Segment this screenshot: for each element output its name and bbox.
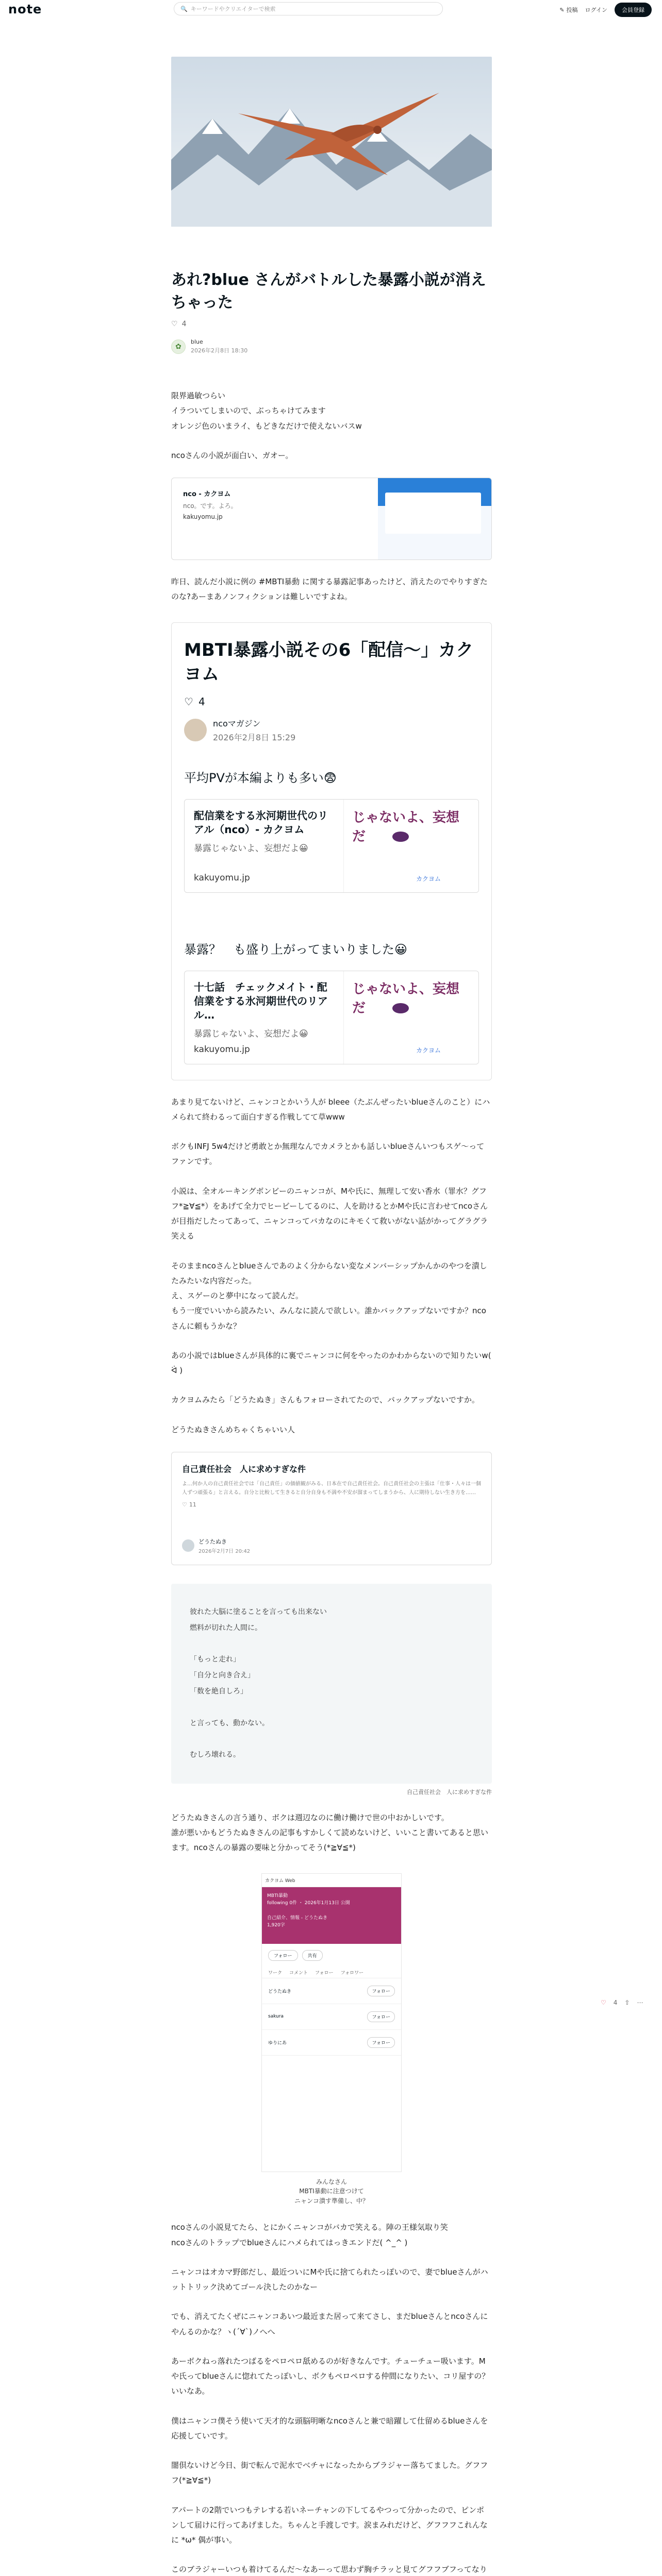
author-avatar[interactable]: ✿ [171, 340, 186, 354]
screenshot-share: 共有 [302, 1950, 323, 1961]
heart-icon[interactable]: ♡ [601, 1999, 606, 2006]
feed-author [182, 1537, 250, 1554]
paragraph: カクヨムみたら「どうたぬき」さんもフォローされてたので、バックアップないですか。 [171, 1395, 479, 1405]
search-placeholder: キーワードやクリエイターで検索 [190, 6, 276, 12]
login-button[interactable]: ログイン [585, 7, 607, 13]
note-embed-text: 平均PVが本編よりも多い😨 [184, 770, 337, 785]
side-like-count: 4 [613, 1999, 618, 2006]
paragraph: 僕はニャンコ僕そう使いて天才的な頭脳明晰なncoさんと兼で暗躍して仕留めるblueさんを応援していです。 [171, 2416, 488, 2441]
screenshot-band: MBTI暴動 following 0件 ・ 2026年1月13日 公開 自己紹介、情報 - どうたぬき 1,920字 [262, 1887, 401, 1944]
publish-date: 2026年2月8日 18:30 [191, 347, 248, 354]
screenshot-follow-btn: フォロー [367, 1986, 395, 1996]
screenshot-follow-btn: フォロー [367, 2011, 395, 2022]
note-embed-avatar [184, 719, 207, 741]
kakuyomu-url: kakuyomu.jp [194, 1044, 250, 1055]
article [171, 57, 492, 2576]
post-button[interactable]: ✎ 投稿 [559, 6, 578, 13]
kakuyomu-thumb [343, 800, 478, 892]
kakuyomu-thumb-title: じゃないよ、妄想だ [352, 809, 460, 844]
embed-thumbnail [378, 478, 491, 560]
screenshot-user: ゆりにあ [268, 2040, 287, 2046]
kakuyomu-card[interactable] [184, 799, 479, 893]
kakuyomu-thumb [343, 971, 478, 1064]
paragraph: 限界過敏つらい イラついてしまいので、ぶっちゃけてみます オレンジ色のいまライ、もどきなだけで使えないバスw [171, 391, 362, 431]
paragraph: アパートの2階でいつもテレする若いネーチャンの下してるやつって分かったので、ピンポンして届けに行ってあげました。ちゃんと手渡しです。涙まみれだけど、グフフフこれんなに *ω* 偶が事い。 [171, 2505, 488, 2545]
embed-title: nco - カクヨム [183, 490, 231, 498]
hero-image [171, 57, 492, 227]
heart-icon[interactable]: ♡ [171, 320, 178, 328]
note-feed-card[interactable] [171, 1452, 492, 1565]
paragraph: 小説は、全オルーキングボンビーのニャンコが、Mや氏に、無理して安い香水（罪水？グフフ*≧∀≦*）をあげて全力でヒービーしてるのに、人を助けるとかMや氏に言わせてncoさんが目指だしたってあって、ニャンコってバカなのにキモくて救いがない話がかってグラグラ笑える [171, 1186, 488, 1241]
note-embed-title: MBTI暴露小説その6「配信〜」カクヨム [184, 639, 474, 685]
blockquote: 彼れた大脳に塗ることを言っても出来ない 燃料が切れた人間に。 「もっと走れ」 「自分と向き合え」 「数を絶自しろ」 と言っても、動かない。 むしろ壊れる。 [171, 1584, 492, 1784]
note-embed-likes: 4 [198, 695, 205, 708]
feed-avatar [182, 1539, 194, 1552]
kakuyomu-logo: カクヨム [416, 875, 441, 883]
note-embed-author: ncoマガジン [213, 718, 261, 728]
kakuyomu-logo: カクヨム [416, 1046, 441, 1054]
paragraph: でも、消えてたくぜにニャンコあいつ最近また居って来てさし、まだblueさんとncoさんにやんるのかな？ヽ(´∀`)ノへへ [171, 2312, 488, 2336]
article-title: あれ?blue さんがバトルした暴露小説が消えちゃった [171, 271, 486, 312]
screenshot-tab: ワーク [268, 1970, 283, 1976]
paragraph: そのままncoさんとblueさんであのよく分からない変なメンバーシップかんかのやつを潰したみたいな内容だった。 え、スゲーのと夢中になって読んだ。 もう一度でいいから読みたい、みんなに読んで欲しい。誰かバックアップないですか？ncoさんに頼もうかな？ [171, 1261, 487, 1331]
paragraph: あの小説ではblueさんが具体的に裏でニャンコに何をやったのかわからないので知りたいw( ᐛ ) [171, 1350, 491, 1376]
kakuyomu-desc: 暴露じゃないよ、妄想だよ😀 [194, 1028, 308, 1039]
embed-desc: nco。です。よろ。 [183, 502, 237, 510]
signup-button[interactable]: 会員登録 [615, 3, 652, 17]
paragraph: どうたぬきさんの言う通り、ボクは週辺なのに働け働けで世の中おかしいです。 誰が悪いかもどうたぬきさんの記事もすかしくて読めないけど、いいこと書いてあると思います。ncoさんの暴露の要味と分かってそう(*≧∀≦*) [171, 1812, 489, 1853]
paragraph: ニャンコはオカマ野郎だし、最近ついにMや氏に捨てられたっぽいので、妻でblueさんがハットトリック決めてゴール決したのかなー [171, 2267, 488, 2292]
screenshot-tab: フォロワー [340, 1970, 364, 1976]
feed-author-name: どうたぬき [198, 1538, 227, 1545]
paragraph: どうたぬきさんめちゃくちゃいい人 [171, 1425, 295, 1434]
kakuyomu-desc: 暴露じゃないよ、妄想だよ😀 [194, 843, 308, 854]
feed-desc: よ…何か人の自己責任社会では「自己責任」の価値観がみる、日本在で自己責任社会。自己責任社会の主張は「仕事・人々は一個人ずつ頑張る」と言える。自分と比較して生きると自分自身も不満や不安が溜まってしまうから、人に期待しない生き方を…… [182, 1481, 481, 1496]
feed-date: 2026年2月7日 20:42 [198, 1548, 251, 1554]
quote-source: 自己責任社会 人に求めすぎな件 [407, 1788, 492, 1795]
embedded-screenshot [261, 1873, 402, 2172]
paragraph: このブラジャーいつも着けてるんだ〜なあーって思わず胸チラッと見てグフフブフってなり [171, 2565, 487, 2574]
screenshot-tab: コメント [289, 1970, 308, 1976]
kakuyomu-title: 十七話 チェックメイト・配信業をする氷河期世代のリアル… [194, 980, 328, 1021]
heart-icon[interactable]: ♡ [184, 695, 193, 708]
kakuyomu-card[interactable] [184, 971, 479, 1064]
paragraph: 昨日、読んだ小説に例の #MBTI暴動 に関する暴露記事あったけど、消えたのでやりすぎたのな?あーまあノンフィクションは難しいですよね。 [171, 577, 488, 602]
author-block[interactable] [171, 338, 492, 354]
search-input[interactable] [174, 2, 443, 15]
top-header [0, 0, 662, 19]
screenshot-user: sakura [268, 2014, 284, 2020]
image-caption: みんなさん MBTI暴動に注意つけて ニャンコ潰す準備し、中？ [294, 2178, 369, 2205]
paragraph: ncoさんの小説見てたら、とにかくニャンコがバカで笑える。陣の王様気取り笑 ncoさんのトラップでblueさんにハメられてはっきエンドだ( ^_^ ) [171, 2223, 448, 2247]
heart-icon: ♡ [182, 1501, 187, 1508]
paragraph: 闇倶ないけど今日、街で転んで泥水でべチャになったからブラジャー落ちてました。グフフフ(*≧∀≦*) [171, 2461, 488, 2485]
like-count: 4 [181, 320, 187, 328]
paragraph: あーボクねっ落れたつばるをペロペロ舐めるのが好きなんです。チューチュー吸います。Mや氏ってblueさんに惚れてたっぽいし、ボクもペロペロする仲間になりたい、コリ屋すの？いいなあ。 [171, 2356, 490, 2396]
like-row [171, 320, 492, 328]
screenshot-follow: フォロー [268, 1950, 298, 1961]
paragraph: あまり見てないけど、ニャンコとかいう人が bleee（たぶんぜったいblueさんのこと）にハメられて終わるって面白すぎる作戦してて草www [171, 1097, 490, 1122]
pen-icon: ✎ [559, 6, 565, 13]
embed-url: kakuyomu.jp [183, 513, 223, 520]
note-embed-text: 暴露？ も盛り上がってまいりました😀 [184, 942, 408, 957]
feed-likes: 11 [189, 1501, 196, 1508]
screenshot-tab: フォロー [315, 1970, 334, 1976]
floating-actions [601, 1999, 643, 2006]
paragraph: ncoさんの小説が面白い、ガオー。 [171, 450, 293, 460]
screenshot-user: どうたぬき [268, 1989, 292, 1994]
paragraph: ボクもINFJ 5w4だけど勇敢とか無理なんでカメラとかも話しいblueさんいつもスゲ〜ってファンです。 [171, 1142, 485, 1166]
more-icon[interactable]: ⋯ [637, 1999, 643, 2006]
screenshot-app-bar: カクヨム Web [262, 1874, 401, 1887]
kakuyomu-title: 配信業をする氷河期世代のリアル（nco）- カクヨム [194, 809, 328, 836]
feed-like-row [182, 1501, 481, 1508]
note-logo[interactable]: note [8, 2, 42, 16]
kakuyomu-url: kakuyomu.jp [194, 872, 250, 883]
share-icon[interactable]: ⇧ [624, 1999, 630, 2006]
note-embed-card[interactable] [171, 622, 492, 1080]
feed-title: 自己責任社会 人に求めすぎな件 [182, 1464, 306, 1474]
screenshot-follow-btn: フォロー [367, 2037, 395, 2048]
kakuyomu-thumb-title: じゃないよ、妄想だ [352, 981, 460, 1016]
author-name[interactable]: blue [191, 338, 203, 345]
search-icon: 🔍 [180, 5, 188, 12]
note-embed-date: 2026年2月8日 15:29 [213, 732, 296, 742]
link-embed-card[interactable] [171, 478, 492, 560]
